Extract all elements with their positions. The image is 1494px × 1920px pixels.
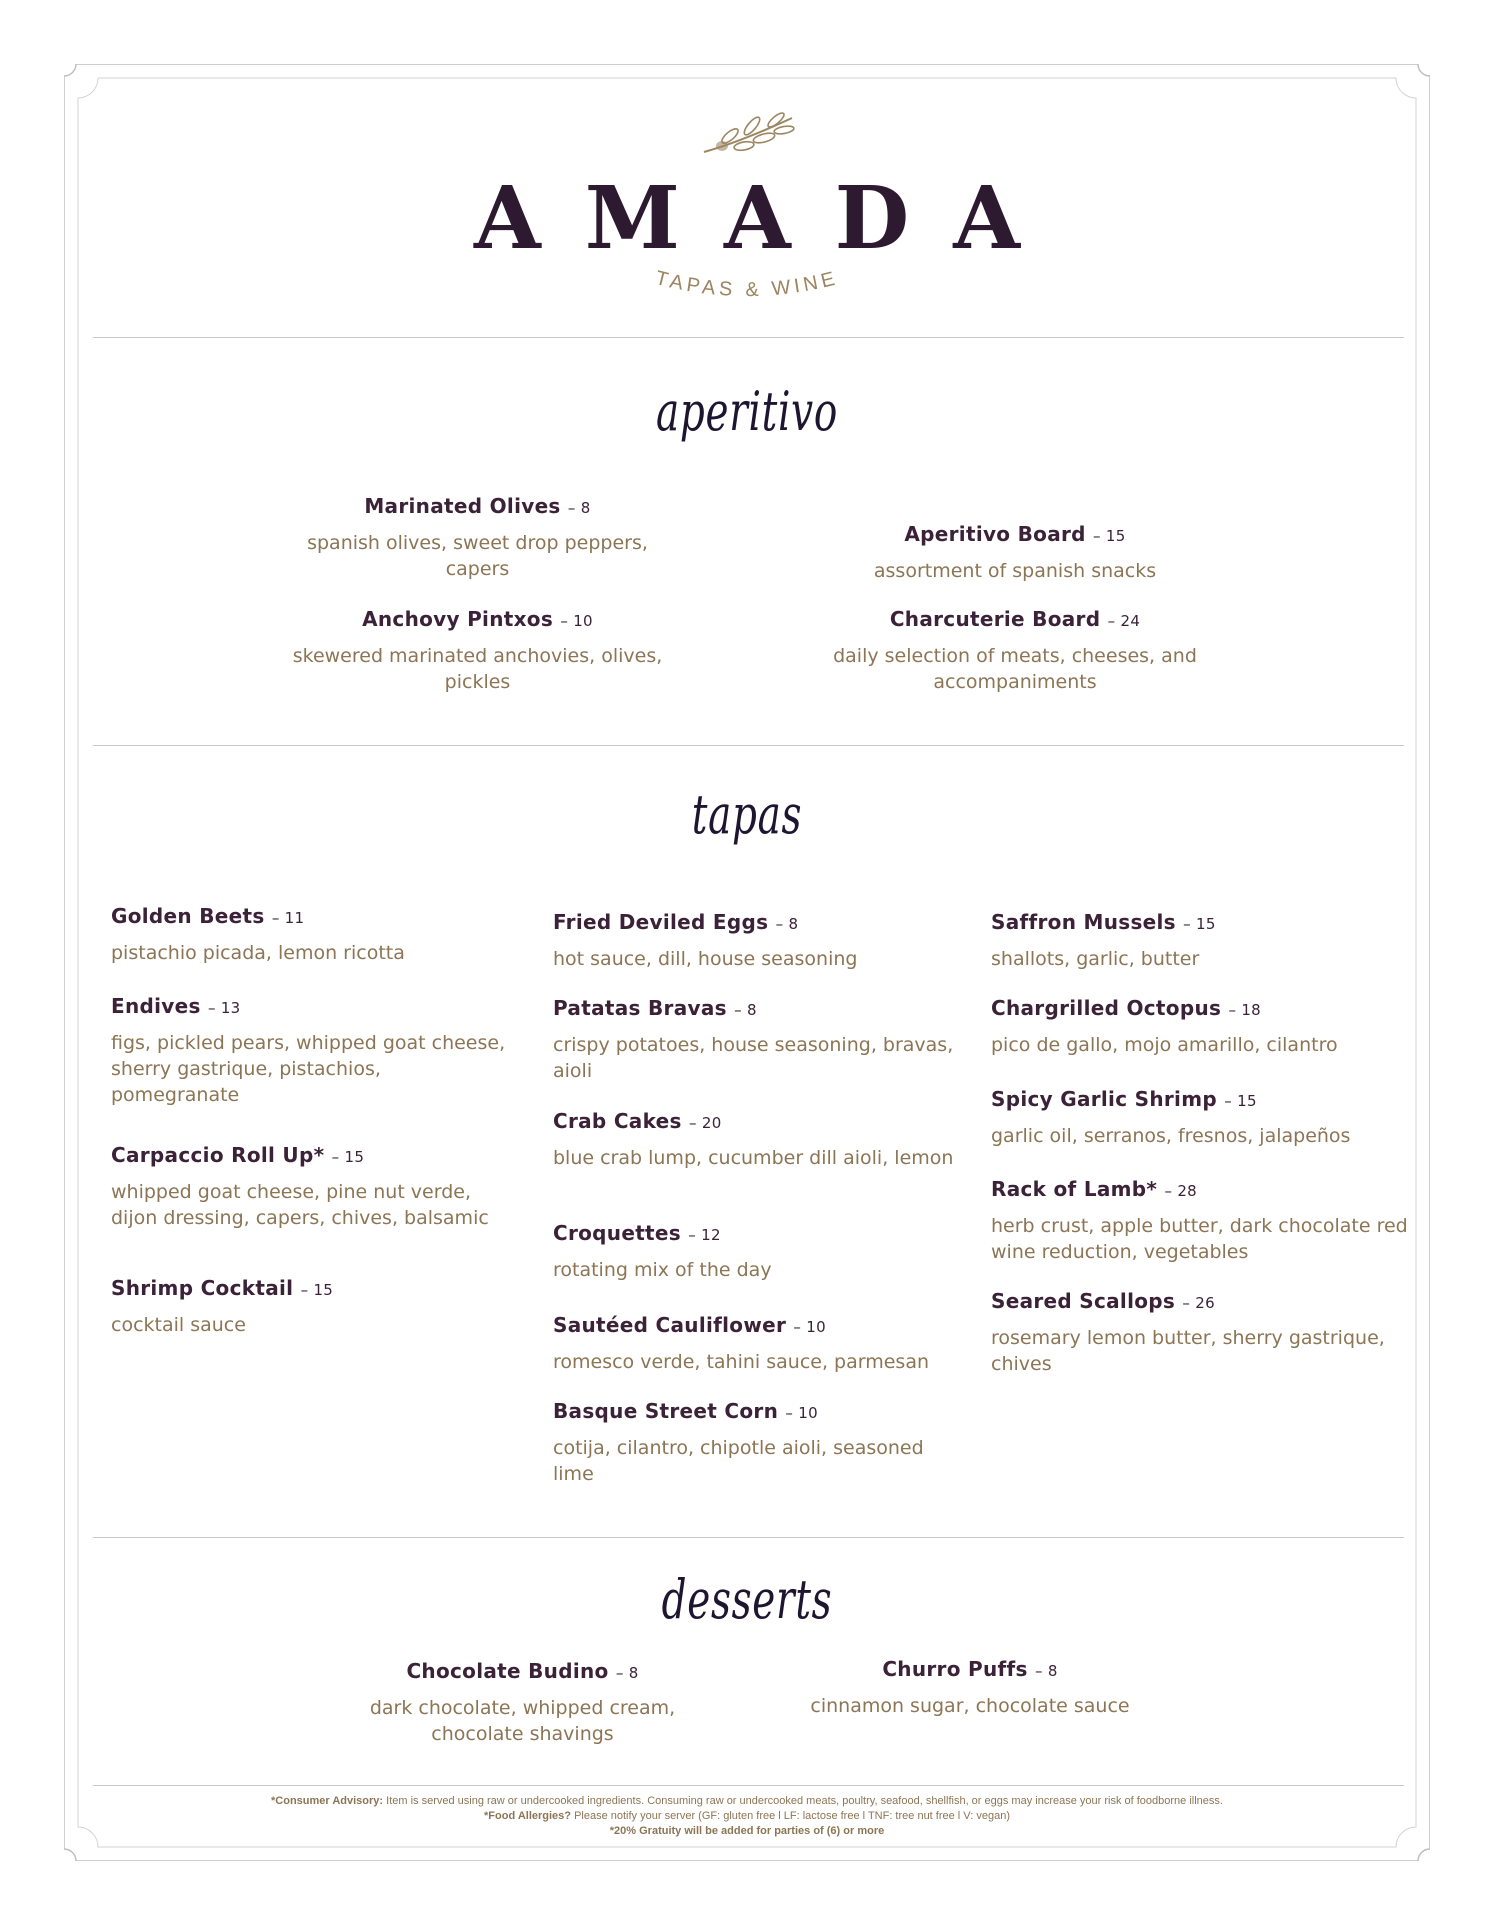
item-price: – 10 [560,612,593,630]
item-name: Croquettes [553,1221,681,1245]
item-description: hot sauce, dill, house seasoning [553,948,858,970]
footer-notes [0,1794,1494,1839]
item-name: Fried Deviled Eggs [553,910,769,934]
item-price: – 8 [775,915,799,933]
menu-item [111,1143,511,1231]
item-name: Crab Cakes [553,1109,682,1133]
menu-item [991,1087,1411,1149]
item-description: pistachio picada, lemon ricotta [111,942,405,964]
item-description: whipped goat cheese, pine nut verde, dijon dressing, capers, chives, balsamic [111,1181,489,1229]
item-name: Spicy Garlic Shrimp [991,1087,1217,1111]
menu-item [780,1657,1160,1719]
item-description: figs, pickled pears, whipped goat cheese, sherry gastrique, pistachios, pomegranate [111,1032,506,1106]
food-allergies [0,1809,1494,1824]
consumer-advisory [0,1794,1494,1809]
svg-text:TAPAS & WINE: TAPAS & WINE [653,270,841,302]
item-price: – 26 [1182,1294,1215,1312]
item-description: pico de gallo, mojo amarillo, cilantro [991,1034,1338,1056]
item-name: Churro Puffs [882,1657,1028,1681]
item-description: shallots, garlic, butter [991,948,1200,970]
item-price: – 8 [734,1001,757,1019]
menu-item [991,1177,1411,1265]
item-name: Seared Scallops [991,1289,1176,1313]
item-price: – 24 [1107,612,1141,630]
item-name: Charcuterie Board [889,607,1101,631]
item-price: – 8 [567,499,591,517]
item-name: Anchovy Pintxos [362,607,554,631]
menu-item [553,1109,958,1171]
divider [93,1537,1404,1538]
menu-item [340,1659,705,1747]
menu-item [553,1221,958,1283]
brand-name: AMADA [474,168,1064,269]
item-description: garlic oil, serranos, fresnos, jalapeños [991,1125,1351,1147]
section-title-desserts: desserts [661,1568,833,1631]
item-description: crispy potatoes, house seasoning, bravas, aioli [553,1034,954,1082]
item-name: Marinated Olives [364,494,561,518]
allergy-text: Please notify your server (GF: gluten free l LF: lactose free l TNF: tree nut free l V: vegan) [571,1810,1010,1822]
menu-item [553,996,958,1084]
item-price: – 8 [1034,1662,1058,1680]
item-name: Rack of Lamb* [991,1177,1158,1201]
item-price: – 11 [271,909,305,927]
section-title-tapas: tapas [691,783,803,846]
item-price: – 15 [300,1281,334,1299]
item-price: – 10 [785,1404,818,1422]
item-price: – 12 [688,1226,721,1244]
item-name: Saffron Mussels [991,910,1176,934]
item-description: daily selection of meats, cheeses, and accompaniments [833,645,1197,693]
advisory-label: *Consumer Advisory: [271,1795,384,1807]
item-description: herb crust, apple butter, dark chocolate red wine reduction, vegetables [991,1215,1408,1263]
divider [93,337,1404,338]
item-description: assortment of spanish snacks [873,560,1157,582]
item-price: – 15 [331,1148,365,1166]
allergy-label: *Food Allergies? [484,1810,572,1822]
item-description: rotating mix of the day [553,1259,772,1281]
item-name: Aperitivo Board [904,522,1086,546]
item-name: Shrimp Cocktail [111,1276,294,1300]
item-price: – 13 [207,999,241,1017]
item-price: – 28 [1164,1182,1198,1200]
item-price: – 18 [1228,1001,1262,1019]
menu-item [553,1313,958,1375]
item-name: Endives [111,994,201,1018]
item-description: spanish olives, sweet drop peppers, capers [307,532,648,580]
item-name: Patatas Bravas [553,996,727,1020]
item-description: blue crab lump, cucumber dill aioli, lemon [553,1147,954,1169]
item-description: romesco verde, tahini sauce, parmesan [553,1351,930,1373]
divider [93,745,1404,746]
brand-tagline [0,270,1494,330]
menu-item [991,996,1411,1058]
item-description: cocktail sauce [111,1314,246,1336]
item-price: – 10 [793,1318,826,1336]
menu-item [290,494,665,582]
item-name: Carpaccio Roll Up* [111,1143,325,1167]
item-price: – 15 [1224,1092,1257,1110]
item-price: – 20 [689,1114,722,1132]
menu-item [111,904,511,966]
menu-item [810,607,1220,695]
item-price: – 8 [615,1664,639,1682]
menu-item [290,607,665,695]
section-title-aperitivo: aperitivo [655,380,839,443]
advisory-text: Item is served using raw or undercooked ingredients. Consuming raw or undercooked meats, poultry, seafood, shellfish, or eggs may increase your risk of foodborne illness. [383,1795,1223,1807]
item-name: Chargrilled Octopus [991,996,1222,1020]
gratuity-note: *20% Gratuity will be added for parties of (6) or more [609,1825,885,1837]
item-price: – 15 [1183,915,1216,933]
item-description: skewered marinated anchovies, olives, pickles [292,645,663,693]
menu-item [810,522,1220,584]
menu-item [553,1399,958,1487]
menu-item [111,994,511,1108]
item-name: Golden Beets [111,904,265,928]
divider [93,1785,1404,1786]
olive-branch-icon [700,112,800,166]
item-description: rosemary lemon butter, sherry gastrique, chives [991,1327,1385,1375]
item-description: cotija, cilantro, chipotle aioli, seasoned lime [553,1437,924,1485]
menu-item [991,910,1411,972]
item-description: dark chocolate, whipped cream, chocolate shavings [369,1697,676,1745]
item-price: – 15 [1093,527,1126,545]
menu-item [991,1289,1411,1377]
item-name: Chocolate Budino [406,1659,609,1683]
menu-item [553,910,958,972]
item-description: cinnamon sugar, chocolate sauce [810,1695,1130,1717]
item-name: Basque Street Corn [553,1399,779,1423]
item-name: Sautéed Cauliflower [553,1313,787,1337]
menu-item [111,1276,511,1338]
